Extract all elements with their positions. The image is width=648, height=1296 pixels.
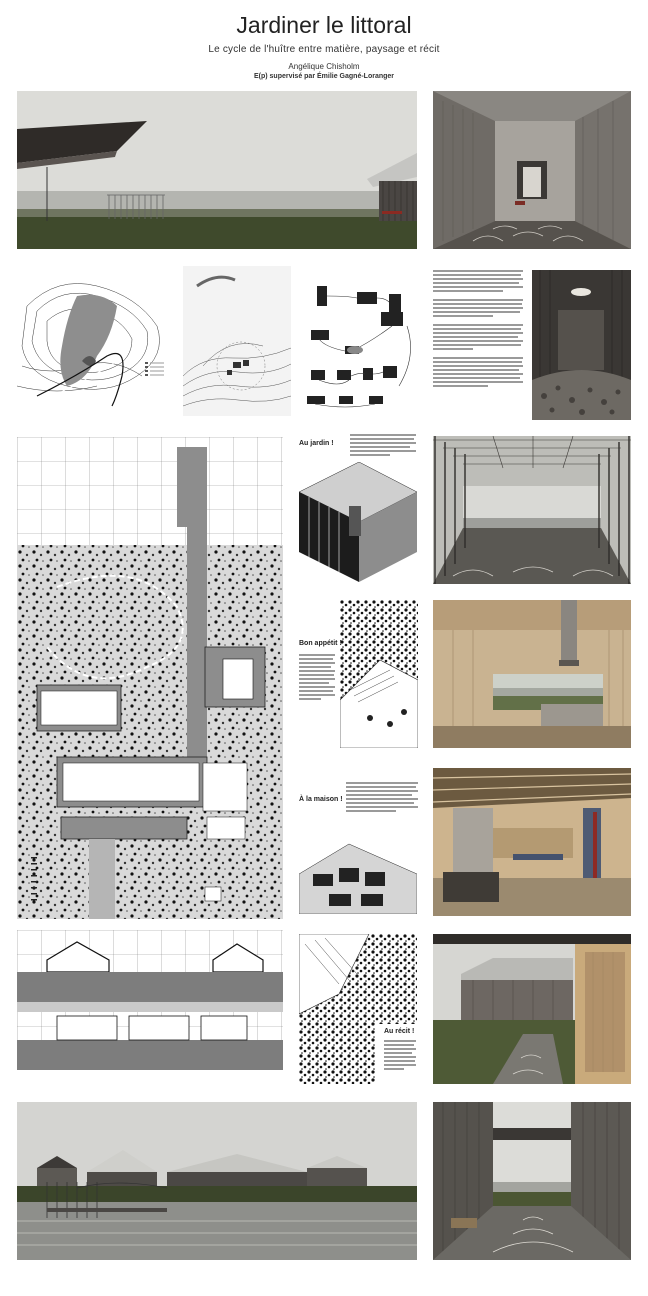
render-living-interior xyxy=(433,768,631,916)
site-map-detail xyxy=(183,266,291,416)
section-jardin-label: Au jardin ! xyxy=(299,440,334,447)
render-passage-to-sea xyxy=(433,1102,631,1260)
render-waterfront-panorama xyxy=(17,1102,417,1260)
supervisor-credit: E(p) supervisé par Émilie Gagné-Loranger xyxy=(253,73,395,80)
section-maison-label: À la maison ! xyxy=(299,796,343,803)
axonometric-bon-appetit xyxy=(340,600,418,748)
section-elevation-drawing xyxy=(17,930,283,1090)
axonometric-maison xyxy=(299,834,417,914)
axonometric-jardin xyxy=(299,462,417,582)
render-shell-storage xyxy=(532,270,631,420)
section-recit-label: Au récit ! xyxy=(384,1028,415,1035)
render-landscape-pavilion xyxy=(17,91,417,249)
render-pergola-sea xyxy=(433,436,631,584)
oyster-cycle-diagram xyxy=(297,266,424,416)
body-text-block xyxy=(433,270,523,387)
render-corridor-interior xyxy=(433,91,631,249)
maison-text xyxy=(346,782,418,812)
render-courtyard-barn xyxy=(433,934,631,1084)
page-subtitle: Le cycle de l'huître entre matière, paysage et récit xyxy=(208,44,440,55)
author-name: Angélique Chisholm xyxy=(288,62,360,71)
page-title: Jardiner le littoral xyxy=(236,12,412,38)
bon-appetit-text xyxy=(299,654,335,700)
section-bon-appetit-label: Bon appétit ! xyxy=(299,640,342,647)
render-kitchen-interior xyxy=(433,600,631,748)
site-plan-drawing xyxy=(17,437,283,919)
recit-text xyxy=(384,1040,416,1070)
site-map-island xyxy=(17,266,177,416)
jardin-text xyxy=(350,434,416,456)
